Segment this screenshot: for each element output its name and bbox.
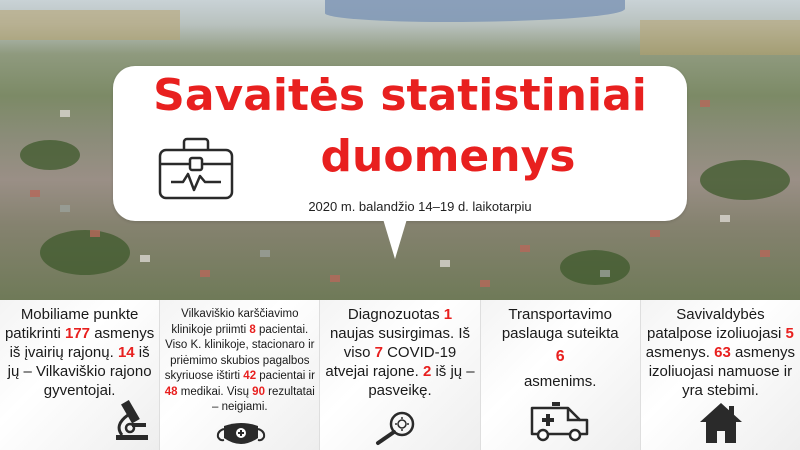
stat-panel-transport [481, 300, 641, 450]
virus-magnifier-icon [372, 410, 422, 446]
medical-case-icon [157, 136, 235, 202]
stat-panel-fever-clinic [160, 300, 320, 450]
stat-text: asmenims. [523, 373, 597, 390]
stat-panel-isolation [641, 300, 800, 450]
statistics-panels [0, 300, 800, 450]
stat-text: Vilkaviškio karščiavimo klinikoje priimti 8 pacientai. Viso K. klinikoje, stacionaro ir priėmimo skubios pagalbos skyriuose ištirti 42 pacientai ir 48 medikai. Visų 90 rezultatai – neigiami. [164, 308, 315, 413]
house-icon [698, 400, 744, 446]
stat-number: 6 [555, 348, 565, 365]
ambulance-icon [529, 400, 591, 442]
lake [325, 0, 625, 22]
medical-mask-icon [216, 420, 266, 448]
microscope-icon [108, 395, 152, 445]
stat-text: Transportavimo paslauga suteikta [501, 306, 619, 342]
stat-panel-covid-cases [320, 300, 480, 450]
speech-bubble-tail [383, 219, 407, 259]
date-range-caption: 2020 m. balandžio 14–19 d. laikotarpiu [308, 199, 532, 214]
title-speech-bubble [113, 66, 687, 221]
stat-text: Mobiliame punkte patikrinti 177 asmenys iš įvairių rajonų. 14 iš jų – Vilkaviškio rajono gyventojai. [4, 306, 155, 399]
stat-text: Savivaldybės patalpose izoliuojasi 5 asmenys. 63 asmenys izoliuojasi namuose ir yra stebimi. [645, 306, 796, 399]
stat-text: Diagnozuotas 1 naujas susirgimas. Iš viso 7 COVID-19 atvejai rajone. 2 iš jų – pasveikę. [325, 306, 475, 399]
stat-panel-mobile-testing [0, 300, 160, 450]
page-title-line-1: Savaitės statistiniai [153, 70, 647, 121]
page-title-line-2: duomenys [320, 131, 576, 182]
